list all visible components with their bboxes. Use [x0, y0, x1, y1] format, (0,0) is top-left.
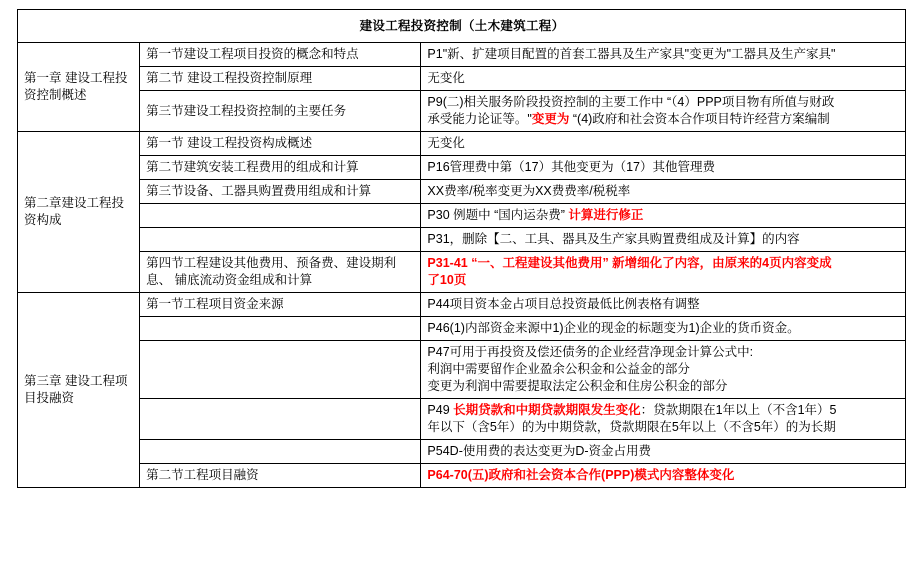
change-text-highlight: 长期贷款和中期贷款期限发生变化: [453, 403, 641, 417]
table-row: [18, 317, 906, 341]
table-body: [18, 10, 906, 488]
revision-comparison-table: [17, 9, 906, 488]
section-label-empty: [140, 317, 421, 341]
table-row: [18, 228, 906, 252]
section-label: 第二节 建设工程投资控制原理: [140, 67, 421, 91]
change-description: [421, 341, 906, 399]
change-line: [427, 419, 900, 436]
section-label: 第二节建筑安装工程费用的组成和计算: [140, 156, 421, 180]
change-line: [427, 443, 900, 460]
section-label: 第四节工程建设其他费用、预备费、建设期利息、 铺底流动资金组成和计算: [140, 252, 421, 293]
section-label-empty: [140, 228, 421, 252]
table-row: [18, 43, 906, 67]
table-row: [18, 341, 906, 399]
change-text: “(4)政府和社会资本合作项目特许经营方案编制: [569, 112, 830, 126]
change-line: [427, 70, 900, 87]
page-title: 建设工程投资控制（土木建筑工程）: [18, 10, 906, 43]
table-row: [18, 252, 906, 293]
change-line: [427, 231, 900, 248]
change-text: 承受能力论证等。": [427, 112, 532, 126]
change-text: XX费率/税率变更为XX费费率/税税率: [427, 184, 631, 198]
chapter-label-3: 第三章 建设工程项目投融资: [18, 293, 140, 488]
table-row: [18, 440, 906, 464]
change-text: P9(二)相关服务阶段投资控制的主要工作中 “（4）PPP项目物有所值与财政: [427, 95, 835, 109]
change-line: [427, 320, 900, 337]
table-row: [18, 67, 906, 91]
table-row: [18, 132, 906, 156]
change-text-highlight: P31-41 “一、工程建设其他费用” 新增细化了内容，由原来的4页内容变成: [427, 256, 832, 270]
change-line: [427, 402, 900, 419]
change-line: [427, 296, 900, 313]
section-label: 第一节 建设工程投资构成概述: [140, 132, 421, 156]
section-label: 第三节设备、工器具购置费用组成和计算: [140, 180, 421, 204]
change-line: [427, 361, 900, 378]
change-description: [421, 317, 906, 341]
change-description: [421, 252, 906, 293]
change-description: [421, 440, 906, 464]
change-description: [421, 132, 906, 156]
change-description: [421, 91, 906, 132]
chapter-label-1: 第一章 建设工程投资控制概述: [18, 43, 140, 132]
table-row: [18, 91, 906, 132]
change-text: 利润中需要留作企业盈余公积金和公益金的部分: [427, 362, 690, 376]
change-description: [421, 180, 906, 204]
table-row: [18, 464, 906, 488]
change-description: [421, 67, 906, 91]
change-description: [421, 464, 906, 488]
table-row: [18, 293, 906, 317]
change-description: [421, 204, 906, 228]
change-text: 变更为利润中需要提取法定公积金和住房公积金的部分: [427, 379, 728, 393]
change-description: [421, 399, 906, 440]
change-text: P44项目资本金占项目总投资最低比例表格有调整: [427, 297, 700, 311]
section-label-empty: [140, 204, 421, 228]
table-row: [18, 204, 906, 228]
change-description: [421, 43, 906, 67]
change-text: P31，删除【二、工具、器具及生产家具购置费组成及计算】的内容: [427, 232, 800, 246]
section-label: 第三节建设工程投资控制的主要任务: [140, 91, 421, 132]
section-label-empty: [140, 440, 421, 464]
change-text: 无变化: [427, 136, 465, 150]
change-text: P54D-使用费的表达变更为D-资金占用费: [427, 444, 652, 458]
change-description: [421, 293, 906, 317]
chapter-label-2: 第二章建设工程投资构成: [18, 132, 140, 293]
change-text: P47可用于再投资及偿还债务的企业经营净现金计算公式中:: [427, 345, 754, 359]
change-line: [427, 255, 900, 272]
section-label-empty: [140, 341, 421, 399]
change-text: 年以下（含5年）的为中期贷款，贷款期限在5年以上（不含5年）的为长期: [427, 420, 836, 434]
section-label: 第一节工程项目资金来源: [140, 293, 421, 317]
table-row: [18, 399, 906, 440]
change-text-highlight: P64-70(五)政府和社会资本合作(PPP)模式内容整体变化: [427, 468, 735, 482]
change-line: [427, 111, 900, 128]
change-text: 无变化: [427, 71, 465, 85]
section-label: 第二节工程项目融资: [140, 464, 421, 488]
table-row: [18, 180, 906, 204]
change-line: [427, 159, 900, 176]
change-text: ：贷款期限在1年以上（不含1年）5: [640, 403, 837, 417]
change-description: [421, 156, 906, 180]
change-line: [427, 46, 900, 63]
change-line: [427, 272, 900, 289]
change-description: [421, 228, 906, 252]
change-line: [427, 135, 900, 152]
change-text: P16管理费中第（17）其他变更为（17）其他管理费: [427, 160, 715, 174]
change-line: [427, 378, 900, 395]
section-label-empty: [140, 399, 421, 440]
change-line: [427, 467, 900, 484]
table-title-row: [18, 10, 906, 43]
section-label: 第一节建设工程项目投资的概念和特点: [140, 43, 421, 67]
change-text-highlight: 计算进行修正: [568, 208, 644, 222]
change-text: P46(1)内部资金来源中1)企业的现金的标题变为1)企业的货币资金。: [427, 321, 800, 335]
table-row: [18, 156, 906, 180]
change-line: [427, 344, 900, 361]
change-text-highlight: 变更为: [531, 112, 570, 126]
change-line: [427, 207, 900, 224]
change-line: [427, 94, 900, 111]
change-text: P49: [427, 403, 454, 417]
change-line: [427, 183, 900, 200]
change-text: P30 例题中 “国内运杂费”: [427, 208, 569, 222]
change-text: P1"新、扩建项目配置的首套工器具及生产家具"变更为"工器具及生产家具": [427, 47, 836, 61]
change-text-highlight: 了10页: [427, 273, 467, 287]
